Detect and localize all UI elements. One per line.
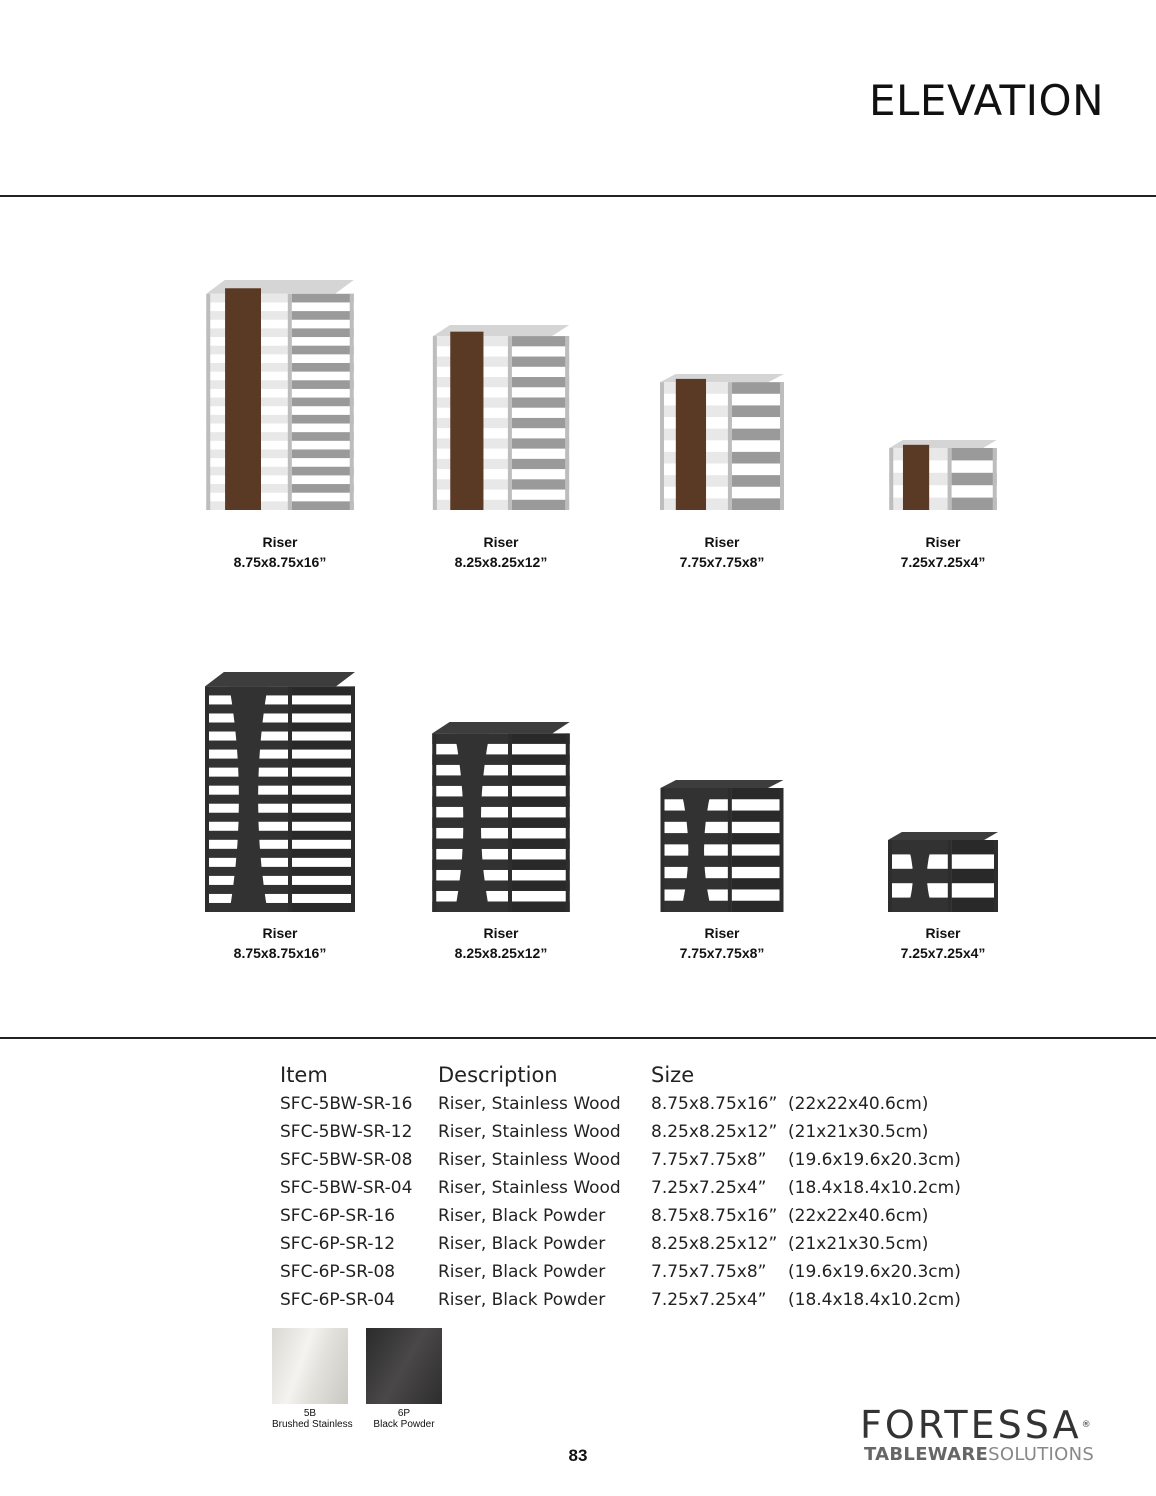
- product-caption: [833, 923, 1053, 963]
- riser-slat: [512, 901, 570, 912]
- item-code: SFC-5BW-SR-12: [280, 1122, 413, 1142]
- riser-slat: [732, 878, 784, 889]
- item-description: Riser, Black Powder: [438, 1206, 606, 1226]
- riser-slat: [292, 831, 355, 840]
- table-row: [280, 1174, 961, 1202]
- product-caption: [170, 532, 390, 572]
- riser-post: [993, 448, 997, 510]
- table-row: [280, 1286, 961, 1314]
- riser-slat: [512, 418, 569, 428]
- riser-slat: [292, 759, 355, 768]
- riser-slat: [952, 898, 998, 912]
- riser-post: [288, 686, 292, 912]
- table-row: [280, 1146, 961, 1174]
- riser-post: [728, 788, 732, 912]
- item-code: SFC-6P-SR-04: [280, 1290, 396, 1310]
- product-name: Riser: [483, 534, 519, 550]
- swatch-label: Black Powder: [373, 1419, 435, 1430]
- product-name: Riser: [262, 925, 298, 941]
- riser-slat: [732, 382, 784, 394]
- riser-post: [948, 840, 952, 912]
- product-caption: [391, 532, 611, 572]
- registered-mark: ®: [1081, 1420, 1094, 1430]
- riser-slat: [512, 733, 570, 744]
- product-name: Riser: [704, 534, 740, 550]
- riser-slat: [512, 859, 570, 870]
- riser-slat: [512, 397, 569, 407]
- riser-slat: [952, 473, 997, 485]
- item-code: SFC-5BW-SR-04: [280, 1178, 413, 1198]
- riser-top-rim: [888, 832, 998, 840]
- riser-slat: [512, 817, 570, 828]
- riser-slat: [512, 357, 569, 367]
- product-size: 7.75x7.75x8”: [679, 945, 765, 961]
- riser-slat: [732, 788, 784, 799]
- stainless-riser-image: [612, 374, 832, 510]
- riser-slat: [512, 838, 570, 849]
- swatch-code: 6P: [397, 1408, 411, 1419]
- riser-slat: [292, 849, 355, 858]
- swatch-black-powder: [366, 1328, 442, 1430]
- product-caption: [170, 923, 390, 963]
- riser-slat: [292, 380, 354, 389]
- riser-slat: [292, 777, 355, 786]
- product-name: Riser: [704, 925, 740, 941]
- riser-post: [994, 840, 998, 912]
- riser-post: [351, 686, 355, 912]
- wood-panel: [676, 379, 706, 510]
- item-description: Riser, Black Powder: [438, 1234, 606, 1254]
- header-description: Description: [438, 1063, 558, 1087]
- brand-name: FORTESSA: [860, 1403, 1082, 1447]
- brand-logo: [860, 1405, 1100, 1465]
- item-size: 7.75x7.75x8”: [651, 1150, 767, 1170]
- item-description: Riser, Stainless Wood: [438, 1094, 621, 1114]
- riser-slat: [292, 741, 355, 750]
- riser-slat: [952, 498, 997, 510]
- tagline-light: SOLUTIONS: [988, 1444, 1095, 1465]
- item-code: SFC-5BW-SR-08: [280, 1150, 413, 1170]
- riser-post: [433, 336, 437, 510]
- black-powder-chip: [366, 1328, 442, 1404]
- stainless-riser-image: [833, 440, 1053, 510]
- riser-slat: [512, 796, 570, 807]
- riser-slat: [292, 398, 354, 407]
- spec-table: [280, 1060, 961, 1314]
- riser-slat: [512, 479, 569, 489]
- riser-slat: [952, 448, 997, 460]
- product-size: 7.25x7.25x4”: [900, 554, 986, 570]
- black-riser-image: [391, 722, 611, 912]
- product-caption: [612, 532, 832, 572]
- riser-post: [889, 448, 893, 510]
- item-description: Riser, Black Powder: [438, 1290, 606, 1310]
- black-riser-image: [612, 780, 832, 912]
- item-code: SFC-5BW-SR-16: [280, 1094, 413, 1114]
- swatch-brushed-stainless: [272, 1328, 353, 1430]
- tagline-bold: TABLEWARE: [864, 1444, 989, 1465]
- riser-post: [661, 788, 665, 912]
- riser-slat: [952, 869, 998, 883]
- riser-slat: [292, 294, 354, 303]
- riser-post: [780, 382, 784, 510]
- riser-post: [508, 336, 512, 510]
- product-size: 8.25x8.25x12”: [454, 945, 548, 961]
- riser-slat: [292, 704, 355, 713]
- riser-slat: [512, 775, 570, 786]
- riser-slat: [732, 452, 784, 464]
- riser-slat: [292, 501, 354, 510]
- table-row: [280, 1090, 958, 1118]
- swatch-code: 5B: [303, 1408, 317, 1419]
- riser-post: [205, 686, 209, 912]
- riser-slat: [292, 722, 355, 731]
- riser-slat: [732, 405, 784, 417]
- stainless-riser-image: [391, 325, 611, 510]
- item-size: 8.25x8.25x12”: [651, 1234, 778, 1254]
- swatch-label: Brushed Stainless: [272, 1419, 353, 1430]
- black-riser-image: [170, 672, 390, 912]
- header-size: Size: [651, 1063, 695, 1087]
- header-item: Item: [280, 1063, 328, 1087]
- riser-slat: [292, 467, 354, 476]
- riser-top-rim: [432, 722, 570, 733]
- riser-slat: [512, 880, 570, 891]
- item-metric-size: (19.6x19.6x20.3cm): [788, 1150, 961, 1170]
- item-metric-size: (22x22x40.6cm): [788, 1206, 929, 1226]
- item-size: 8.25x8.25x12”: [651, 1122, 778, 1142]
- riser-slat: [512, 459, 569, 469]
- riser-slat: [292, 363, 354, 372]
- product-size: 7.25x7.25x4”: [900, 945, 986, 961]
- item-size: 8.75x8.75x16”: [651, 1206, 778, 1226]
- table-row: [280, 1230, 958, 1258]
- riser-post: [948, 448, 952, 510]
- page-number: 83: [568, 1446, 588, 1465]
- riser-slat: [732, 856, 784, 867]
- item-code: SFC-6P-SR-08: [280, 1262, 396, 1282]
- spec-table-header: [280, 1060, 958, 1090]
- riser-slat: [292, 795, 355, 804]
- item-metric-size: (21x21x30.5cm): [788, 1234, 929, 1254]
- wood-panel: [903, 445, 929, 510]
- item-description: Riser, Black Powder: [438, 1262, 606, 1282]
- riser-top-rim: [661, 780, 784, 788]
- riser-slat: [292, 813, 355, 822]
- item-metric-size: (22x22x40.6cm): [788, 1094, 929, 1114]
- item-size: 7.25x7.25x4”: [651, 1290, 767, 1310]
- wood-panel: [450, 332, 483, 510]
- riser-slat: [512, 754, 570, 765]
- riser-post: [350, 294, 354, 510]
- black-riser-image: [833, 832, 1053, 912]
- riser-post: [780, 788, 784, 912]
- riser-slat: [732, 811, 784, 822]
- item-metric-size: (18.4x18.4x10.2cm): [788, 1178, 961, 1198]
- riser-slat: [512, 336, 569, 346]
- riser-post: [288, 294, 292, 510]
- product-name: Riser: [925, 534, 961, 550]
- riser-slat: [292, 449, 354, 458]
- item-description: Riser, Stainless Wood: [438, 1178, 621, 1198]
- riser-slat: [512, 500, 569, 510]
- riser-slat: [732, 475, 784, 487]
- item-metric-size: (18.4x18.4x10.2cm): [788, 1290, 961, 1310]
- item-description: Riser, Stainless Wood: [438, 1150, 621, 1170]
- table-row: [280, 1202, 958, 1230]
- riser-slat: [732, 498, 784, 510]
- item-metric-size: (19.6x19.6x20.3cm): [788, 1262, 961, 1282]
- product-size: 8.75x8.75x16”: [233, 945, 327, 961]
- riser-slat: [292, 415, 354, 424]
- brushed-stainless-chip: [272, 1328, 348, 1404]
- item-metric-size: (21x21x30.5cm): [788, 1122, 929, 1142]
- riser-slat: [732, 901, 784, 912]
- riser-slat: [292, 903, 355, 912]
- riser-post: [565, 336, 569, 510]
- riser-slat: [292, 432, 354, 441]
- stainless-riser-image: [170, 280, 390, 510]
- riser-top-rim: [205, 672, 355, 686]
- spec-table-body: [280, 1090, 961, 1314]
- item-size: 7.25x7.25x4”: [651, 1178, 767, 1198]
- product-size: 8.75x8.75x16”: [233, 554, 327, 570]
- riser-slat: [732, 833, 784, 844]
- product-name: Riser: [262, 534, 298, 550]
- riser-post: [566, 733, 570, 912]
- bottom-divider: [0, 1037, 1156, 1039]
- table-row: [280, 1118, 958, 1146]
- riser-slat: [292, 686, 355, 695]
- item-size: 8.75x8.75x16”: [651, 1094, 778, 1114]
- product-size: 8.25x8.25x12”: [454, 554, 548, 570]
- riser-post: [206, 294, 210, 510]
- riser-post: [508, 733, 512, 912]
- riser-post: [888, 840, 892, 912]
- table-row: [280, 1258, 961, 1286]
- product-size: 7.75x7.75x8”: [679, 554, 765, 570]
- product-caption: [612, 923, 832, 963]
- riser-post: [660, 382, 664, 510]
- product-caption: [833, 532, 1053, 572]
- product-name: Riser: [483, 925, 519, 941]
- riser-post: [728, 382, 732, 510]
- riser-slat: [512, 438, 569, 448]
- riser-slat: [732, 429, 784, 441]
- riser-slat: [512, 377, 569, 387]
- riser-slat: [292, 346, 354, 355]
- riser-slat: [952, 840, 998, 854]
- riser-slat: [292, 484, 354, 493]
- product-name: Riser: [925, 925, 961, 941]
- item-code: SFC-6P-SR-16: [280, 1206, 396, 1226]
- wood-panel: [225, 288, 261, 510]
- riser-slat: [292, 328, 354, 337]
- riser-slat: [292, 311, 354, 320]
- item-description: Riser, Stainless Wood: [438, 1122, 621, 1142]
- riser-post: [432, 733, 436, 912]
- hourglass-panel: [680, 788, 711, 912]
- top-divider: [0, 195, 1156, 197]
- product-caption: [391, 923, 611, 963]
- item-code: SFC-6P-SR-12: [280, 1234, 396, 1254]
- page-title: ELEVATION: [868, 76, 1104, 125]
- riser-slat: [292, 867, 355, 876]
- riser-slat: [292, 885, 355, 894]
- item-size: 7.75x7.75x8”: [651, 1262, 767, 1282]
